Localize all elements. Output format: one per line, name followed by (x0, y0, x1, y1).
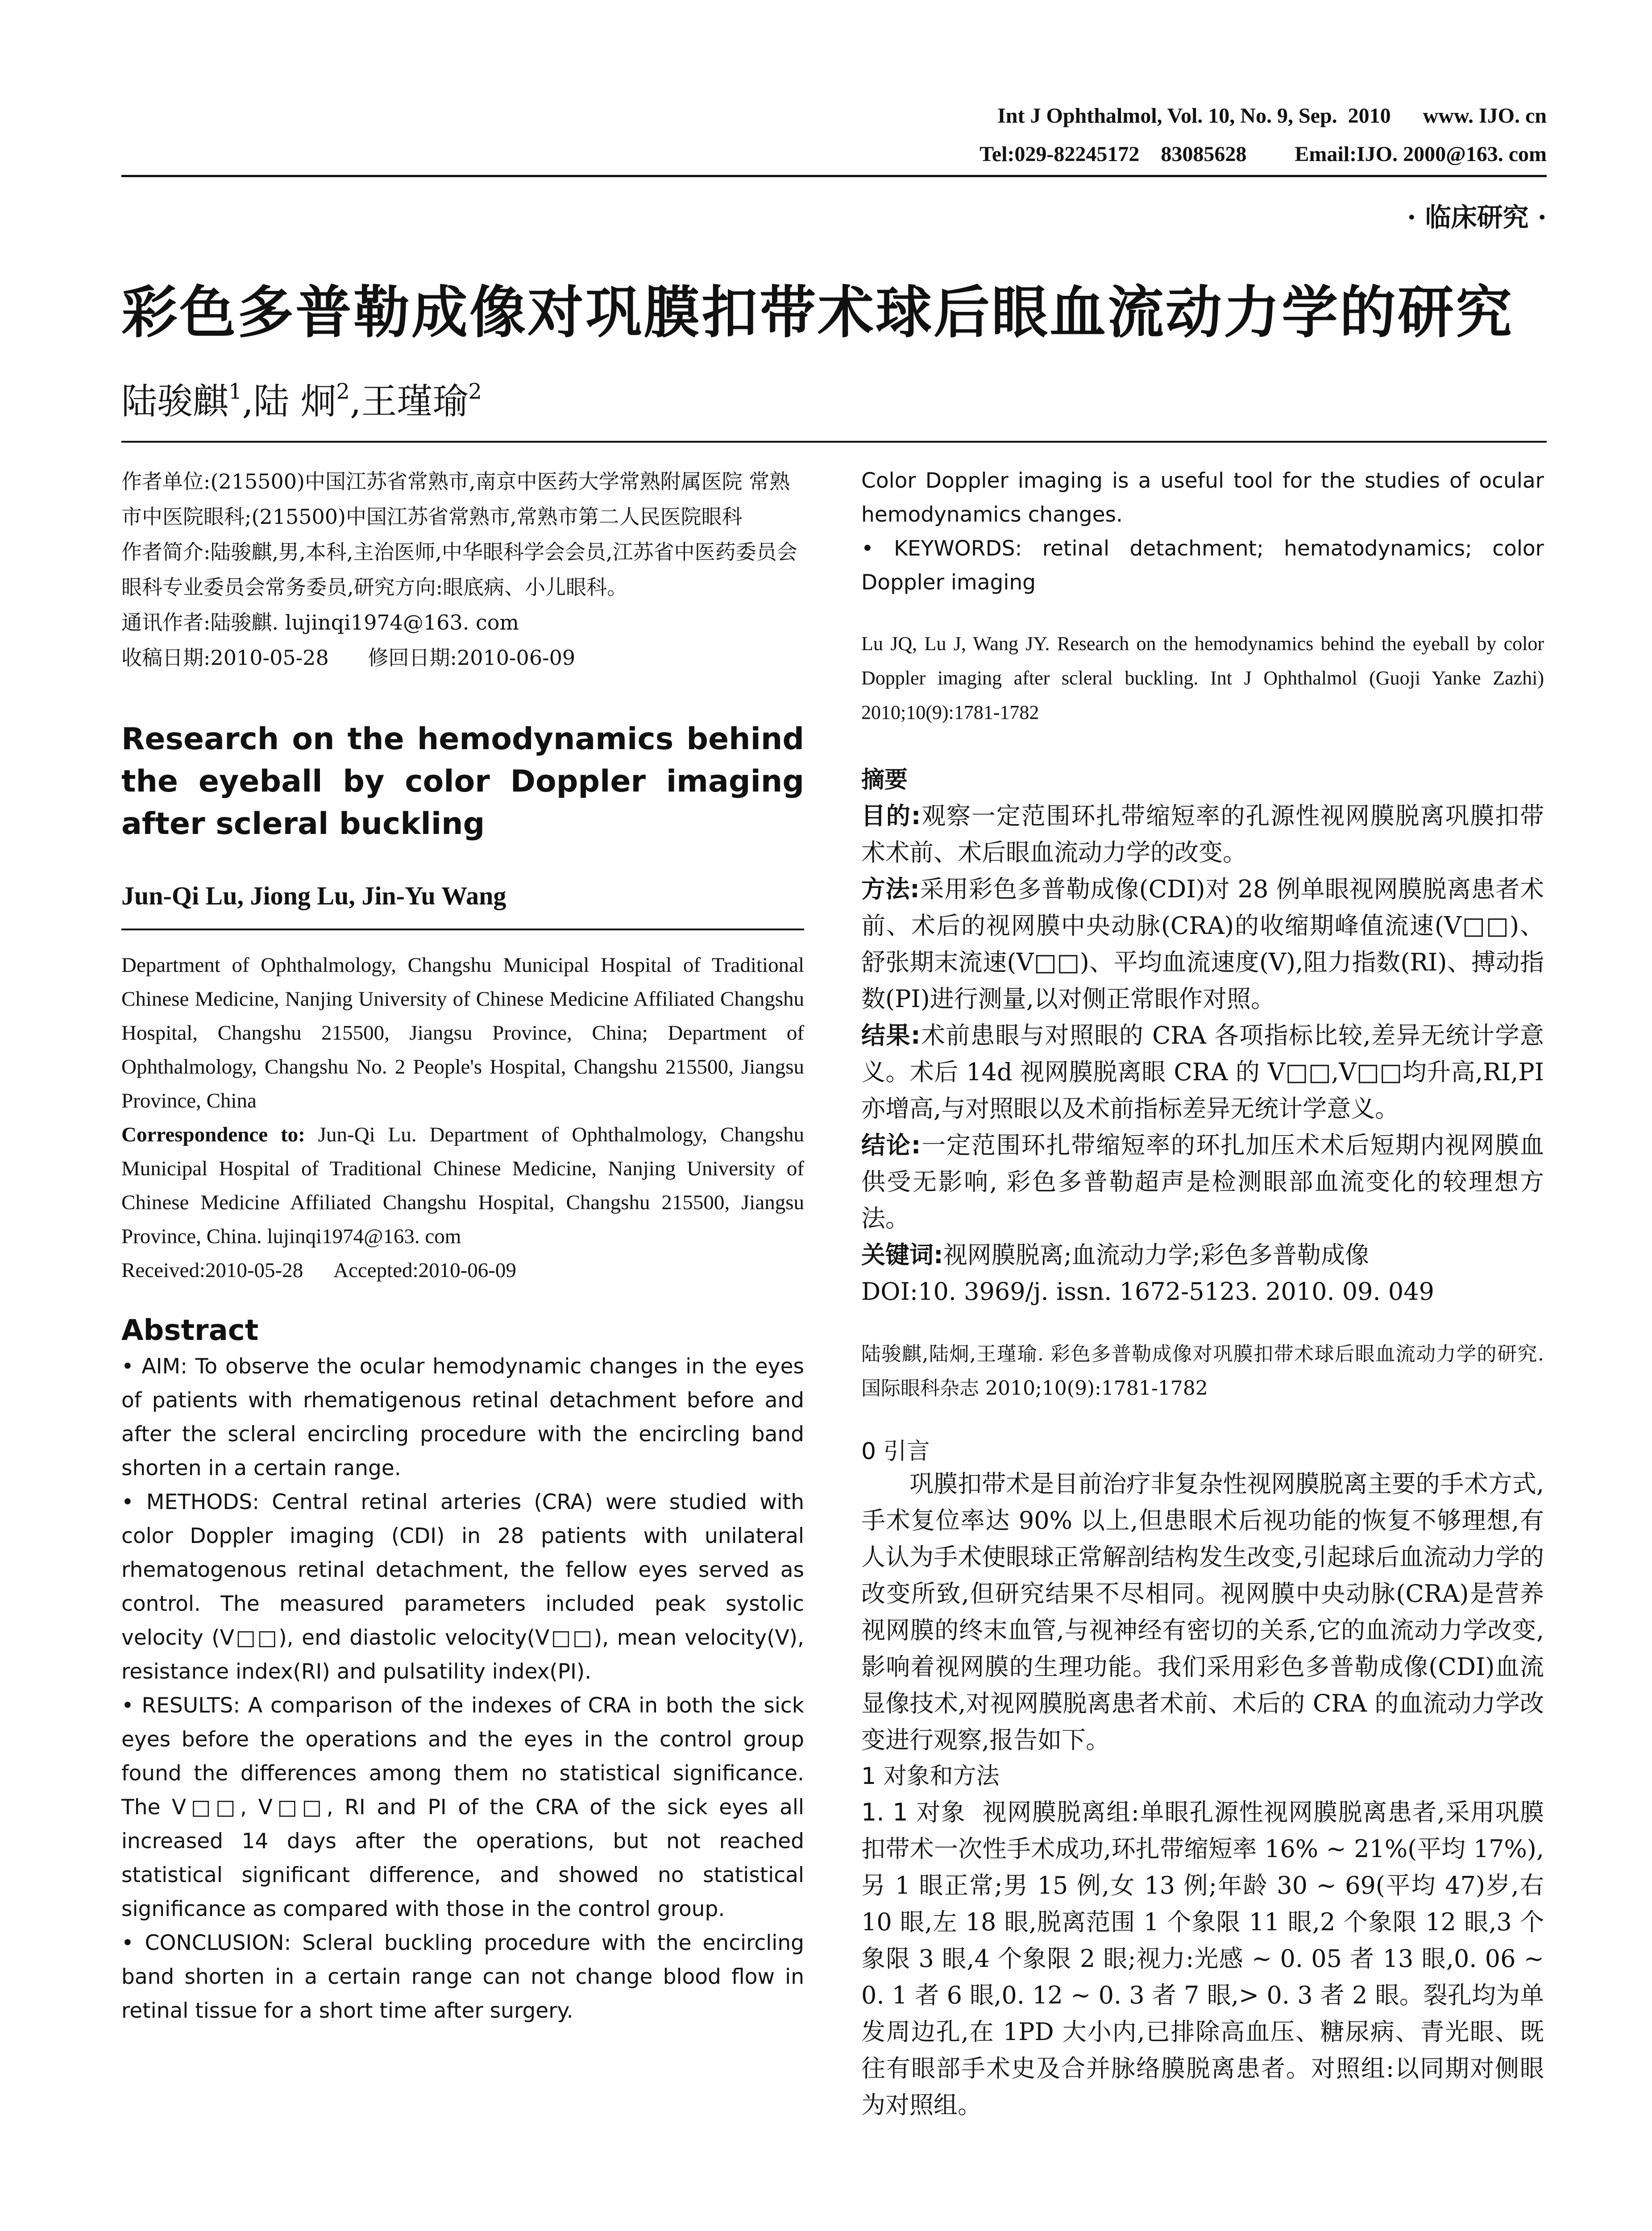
conclusion-label: 结论: (861, 1131, 921, 1159)
received-accepted: Received:2010-05-28 Accepted:2010-06-09 (121, 1259, 516, 1282)
doi: DOI:10. 3969/j. issn. 1672-5123. 2010. 09. 049 (861, 1277, 1434, 1306)
result-text: 术前患眼与对照眼的 CRA 各项指标比较,差异无统计学意义。术后 14d 视网膜脱离眼 CRA 的 V□□,V□□均升高,RI,PI 亦增高,与对照眼以及术前指标差异无统计学意义。 (861, 1021, 1544, 1123)
english-title: Research on the hemodynamics behind the eyeball by color Doppler imaging after scleral buckling (121, 722, 804, 842)
keywords-en: • KEYWORDS: retinal detachment; hematodynamics; color Doppler imaging (861, 536, 1544, 595)
section-1-1-label: 1. 1 对象 (861, 1798, 966, 1826)
correspondence-text: Jun-Qi Lu. Department of Ophthalmology, Changshu Municipal Hospital of Traditional Chinese Medicine, Nanjing University of Chinese Medicine Affiliated Changshu Hospital, Changshu 215500, Jiangsu Province, China. lujinqi1974@163. com (121, 1123, 804, 1248)
method-text: 采用彩色多普勒成像(CDI)对 28 例单眼视网膜脱离患者术前、术后的视网膜中央动脉(CRA)的收缩期峰值流速(V□□)、舒张期末流速(V□□)、平均血流速度(V),阻力指数(RI)、搏动指数(PI)进行测量,以对侧正常眼作对照。 (861, 875, 1544, 1013)
english-authors-rule (121, 929, 804, 930)
dates-zh: 收稿日期:2010-05-28 修回日期:2010-06-09 (121, 646, 576, 670)
journal-contact-line: Tel:029-82245172 83085628 Email:IJO. 2000@163. com (980, 142, 1547, 166)
zh-abstract-purpose (861, 798, 1544, 871)
abstract-aim: • AIM: To observe the ocular hemodynamic changes in the eyes of patients with rhematigenous retinal detachment before and after the scleral encircling procedure with the encircling band shorten in a certain range. (121, 1354, 804, 1480)
abstract-conclusion: • CONCLUSION: Scleral buckling procedure with the encircling band shorten in a certain range can not change blood flow in retinal tissue for a short time after surgery. (121, 1931, 804, 2023)
purpose-text: 观察一定范围环扎带缩短率的孔源性视网膜脱离巩膜扣带术术前、术后眼血流动力学的改变。 (861, 802, 1544, 867)
abstract-methods: • METHODS: Central retinal arteries (CRA) were studied with color Doppler imaging (CDI) in 28 patients with unilateral rhematogenous retinal detachment, the fellow eyes served as control. The measured parameters included peak systolic velocity (V□□), end diastolic velocity(V□□), mean velocity(V), resistance index(RI) and pulsatility index(PI). (121, 1490, 804, 1684)
conclusion-text: 一定范围环扎带缩短率的环扎加压术术后短期内视网膜血供受无影响, 彩色多普勒超声是检测眼部血流变化的较理想方法。 (861, 1131, 1544, 1232)
right-column (861, 464, 1544, 2123)
abstract-continuation: Color Doppler imaging is a useful tool for the studies of ocular hemodynamics changes. (861, 469, 1544, 527)
zh-keywords (861, 1237, 1544, 1273)
article-title: 彩色多普勒成像对巩膜扣带术球后眼血流动力学的研究 (121, 279, 1514, 345)
abstract-results: • RESULTS: A comparison of the indexes of CRA in both the sick eyes before the operations and the eyes in the control group found the differences among them no statistical significance. The V□□, V□□, RI and PI of the CRA of the sick eyes all increased 14 days after the operations, but not reached statistical significant difference, and showed no statistical significance as compared with those in the control group. (121, 1693, 804, 1921)
author-name: ,王瑾瑜 (349, 381, 469, 422)
journal-header-line: Int J Ophthalmol, Vol. 10, No. 9, Sep. 2010 www. IJO. cn (997, 104, 1547, 128)
citation-zh: 陆骏麒,陆炯,王瑾瑜. 彩色多普勒成像对巩膜扣带术球后眼血流动力学的研究. 国际眼科杂志 2010;10(9):1781-1782 (861, 1343, 1544, 1400)
author-affiliation-mark: 2 (336, 379, 350, 404)
correspondence-label: Correspondence to: (121, 1123, 305, 1146)
author-affiliation-mark: 2 (468, 379, 482, 404)
english-authors: Jun-Qi Lu, Jiong Lu, Jin-Yu Wang (121, 881, 506, 910)
zh-abstract-result (861, 1017, 1544, 1127)
method-label: 方法: (861, 875, 920, 903)
keywords-label: 关键词: (861, 1241, 943, 1269)
author-name: 陆骏麒 (121, 381, 228, 422)
title-rule (121, 441, 1547, 443)
author-name: ,陆 炯 (242, 381, 336, 422)
correspondence (121, 1118, 804, 1253)
zh-abstract-method (861, 871, 1544, 1017)
result-label: 结果: (861, 1021, 921, 1049)
author-intro-zh: 作者简介:陆骏麒,男,本科,主治医师,中华眼科学会会员,江苏省中医药委员会眼科专业委员会常务委员,研究方向:眼底病、小儿眼科。 (121, 540, 797, 599)
zh-abstract-heading: 摘要 (861, 767, 908, 793)
section-0-heading: 0 引言 (861, 1438, 930, 1465)
section-1-1 (861, 1794, 1544, 2123)
author-affiliation-mark: 1 (228, 379, 242, 404)
purpose-label: 目的: (861, 802, 921, 830)
author-affiliation-zh: 作者单位:(215500)中国江苏省常熟市,南京中医药大学常熟附属医院 常熟市中医院眼科;(215500)中国江苏省常熟市,常熟市第二人民医院眼科 (121, 469, 790, 529)
corresponding-author-zh: 通讯作者:陆骏麒. lujinqi1974@163. com (121, 610, 519, 634)
section-label: · 临床研究 · (1407, 202, 1547, 232)
author-list (121, 373, 482, 424)
left-column (121, 464, 804, 2028)
section-1-1-body: 视网膜脱离组:单眼孔源性视网膜脱离患者,采用巩膜扣带术一次性手术成功,环扎带缩短率 16% ~ 21%(平均 17%),另 1 眼正常;男 15 例,女 13 例;年龄 30 ~ 69(平均 47)岁,右 10 眼,左 18 眼,脱离范围 1 个象限 11 眼,2 个象限 12 眼,3 个象限 3 眼,4 个象限 2 眼;视力:光感 ~ 0. 05 者 13 眼,0. 06 ~ 0. 1 者 6 眼,0. 12 ~ 0. 3 者 7 眼,> 0. 3 者 2 眼。裂孔均为单发周边孔,在 1PD 大小内,已排除高血压、糖尿病、青光眼、既往有眼部手术史及合并脉络膜脱离患者。对照组:以同期对侧眼为对照组。 (861, 1798, 1544, 2119)
header-rule (121, 175, 1547, 177)
section-0-body: 巩膜扣带术是目前治疗非复杂性视网膜脱离主要的手术方式,手术复位率达 90% 以上,但患眼术后视功能的恢复不够理想,有人认为手术使眼球正常解剖结构发生改变,引起球后血流动力学的改变所致,但研究结果不尽相同。视网膜中央动脉(CRA)是营养视网膜的终末血管,与视神经有密切的关系,它的血流动力学改变,影响着视网膜的生理功能。我们采用彩色多普勒成像(CDI)血流显像技术,对视网膜脱离患者术前、术后的 CRA 的血流动力学改变进行观察,报告如下。 (861, 1470, 1544, 1754)
zh-abstract-conclusion (861, 1127, 1544, 1237)
english-affiliation: Department of Ophthalmology, Changshu Municipal Hospital of Traditional Chinese Medicine, Nanjing University of Chinese Medicine Affiliated Changshu Hospital, Changshu 215500, Jiangsu Province, China; Department of Ophthalmology, Changshu No. 2 People's Hospital, Changshu 215500, Jiangsu Province, China (121, 954, 804, 1112)
abstract-heading: Abstract (121, 1314, 259, 1347)
citation-en: Lu JQ, Lu J, Wang JY. Research on the hemodynamics behind the eyeball by color Doppler imaging after scleral buckling. Int J Ophthalmol (Guoji Yanke Zazhi) 2010;10(9):1781-1782 (861, 633, 1544, 723)
section-1-heading: 1 对象和方法 (861, 1763, 1000, 1790)
keywords-text: 视网膜脱离;血流动力学;彩色多普勒成像 (943, 1241, 1369, 1269)
